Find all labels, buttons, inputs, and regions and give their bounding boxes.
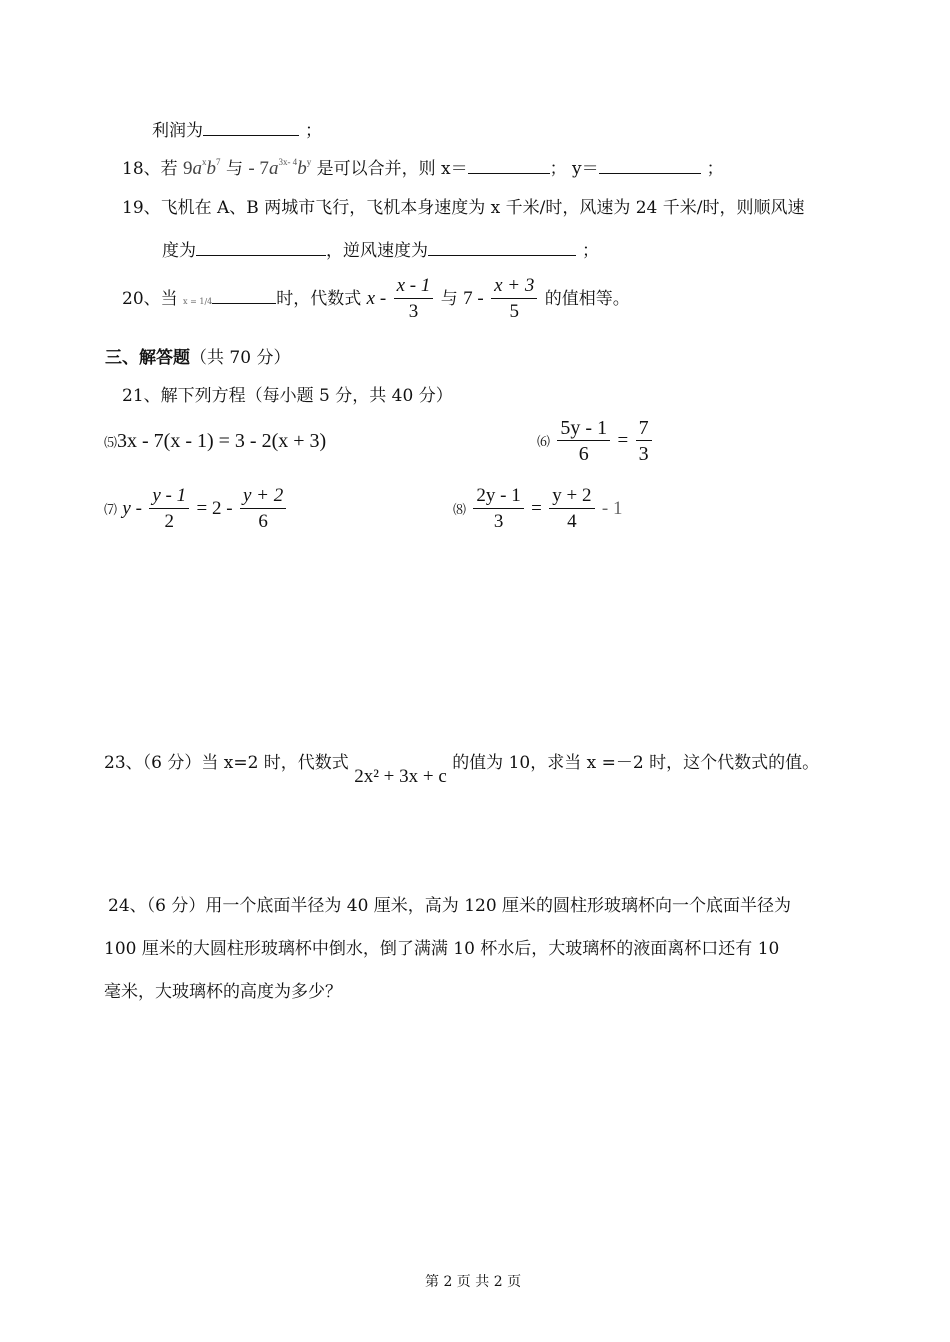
question-18: 18、若 $9a^xb^7$ 与 - $7a^{3x- 4}b^y$ 是可以合并，则 x＝ ； y＝ ； — [122, 157, 724, 179]
question-19-line2: 度为 ，逆风速度为 ； — [162, 241, 599, 261]
equation-7: ⑺ y - $\frac{y - 1}{2}$ = 2 - $\frac{y + 2}{6}$ — [104, 484, 288, 535]
answer-blank[interactable] — [212, 288, 276, 304]
fraction: $\frac{y - 1}{2}$ — [149, 484, 189, 535]
equation-8: ⑻ $\frac{2y - 1}{3}$ = $\frac{y + 2}{4}$ - 1 — [453, 484, 622, 535]
question-23: 23、（6 分）当 x=2 时，代数式 2x² + 3x + c 的值为 10，求当 x =－2 时，这个代数式的值。 — [104, 753, 820, 787]
question-24-line3: 毫米，大玻璃杯的高度为多少？ — [104, 982, 342, 1002]
section-3-heading: 三、解答题（共 70 分） — [105, 348, 291, 368]
question-24-line2: 100 厘米的大圆柱形玻璃杯中倒水，倒了满满 10 杯水后，大玻璃杯的液面离杯口还有 10 — [104, 939, 780, 959]
x-answer-blank[interactable] — [468, 158, 550, 174]
question-19-line1: 19、飞机在 A、B 两城市飞行，飞机本身速度为 x 千米/时，风速为 24 千米/时，则顺风速 — [122, 198, 805, 218]
fraction: $\frac{7}{3}$ — [636, 416, 652, 467]
question-20: 20、当 x = 1/4 时，代数式 x - $\frac{x - 1}{3}$ 与 7 - $\frac{x + 3}{5}$ 的值相等。 — [122, 274, 630, 325]
fraction: $\frac{5y - 1}{6}$ — [557, 416, 610, 467]
fraction: $\frac{2y - 1}{3}$ — [473, 484, 523, 535]
page-footer: 第 2 页 共 2 页 — [425, 1274, 522, 1290]
fraction: $\frac{y + 2}{6}$ — [240, 484, 286, 535]
answer-blank[interactable] — [203, 120, 299, 136]
term-1: $9a^xb^7$ — [183, 157, 221, 179]
equation-6: ⑹ $\frac{5y - 1}{6}$ = $\frac{7}{3}$ — [537, 416, 654, 467]
upwind-speed-blank[interactable] — [428, 240, 576, 256]
question-21-title: 21、解下列方程（每小题 5 分，共 40 分） — [122, 386, 453, 406]
fraction: $\frac{x + 3}{5}$ — [491, 274, 537, 325]
q17-continuation: 利润为 ； — [152, 121, 322, 141]
fraction: $\frac{y + 2}{4}$ — [549, 484, 594, 535]
downwind-speed-blank[interactable] — [196, 240, 326, 256]
fraction: $\frac{x - 1}{3}$ — [394, 274, 434, 325]
y-answer-blank[interactable] — [599, 158, 701, 174]
term-2: - $7a^{3x- 4}b^y$ — [248, 157, 312, 179]
equation-5: ⑸3x - 7(x - 1) = 3 - 2(x + 3) — [104, 430, 327, 452]
question-24-line1: 24、（6 分）用一个底面半径为 40 厘米，高为 120 厘米的圆柱形玻璃杯向一个底面半径为 — [108, 896, 792, 916]
